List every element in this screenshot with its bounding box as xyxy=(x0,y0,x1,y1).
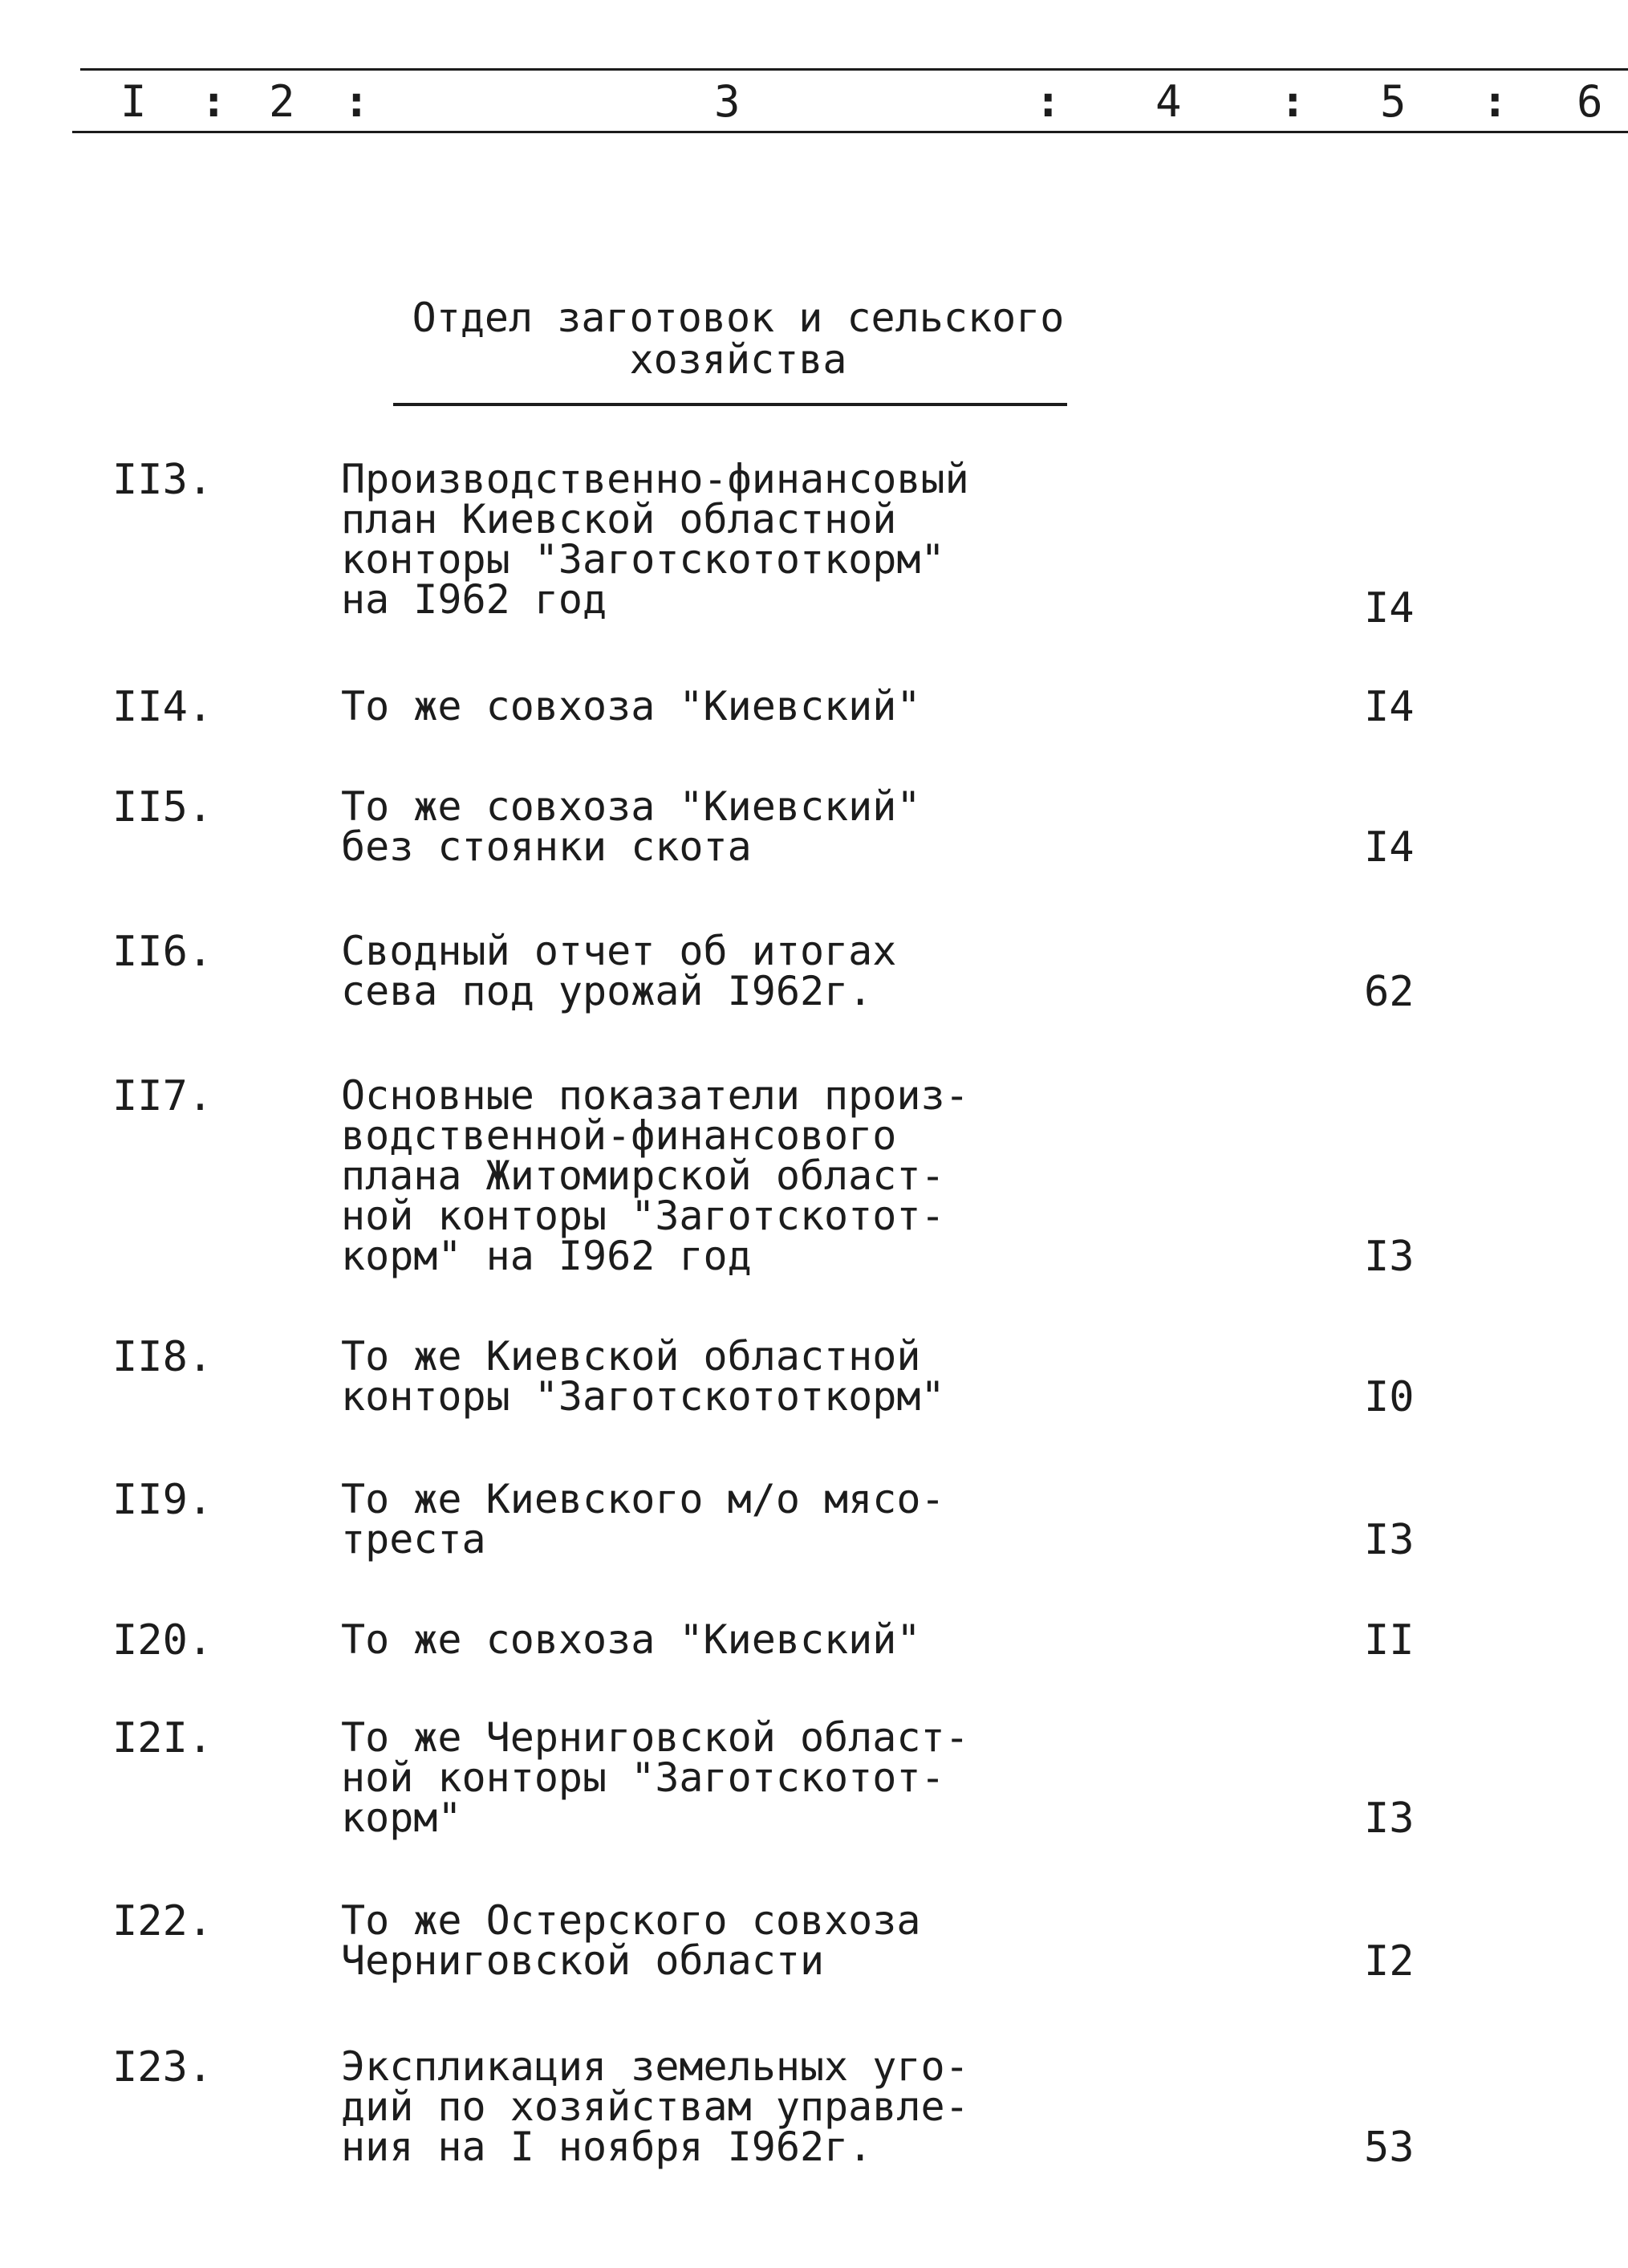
column-number-5: 5 xyxy=(1380,76,1407,127)
entry-sheet-count: I3 xyxy=(1364,1233,1415,1281)
entry-title: Сводный отчет об итогах сева под урожай I962г. xyxy=(341,928,897,1014)
entry-title: То же Киевского м/о мясо- треста xyxy=(341,1476,945,1563)
entry-title: То же совхоза "Киевский" xyxy=(341,683,921,730)
column-separator: : xyxy=(201,76,227,127)
column-number-2: 2 xyxy=(269,76,295,127)
entry-sheet-count: I2 xyxy=(1364,1937,1415,1986)
entry-title: То же Черниговской област- ной конторы "Заготскотот- корм" xyxy=(341,1714,969,1841)
column-separator: : xyxy=(1035,76,1062,127)
entry-title: Производственно-финансовый план Киевской областной конторы "Заготскототкорм" на I962 год xyxy=(341,456,969,623)
column-number-1: I xyxy=(120,76,147,127)
entry-number: I22. xyxy=(112,1897,213,1945)
header-bottom-rule xyxy=(72,131,1628,133)
entry-title: Основные показатели произ- водственной-финансового плана Житомирской област- ной конторы "Заготскотот- корм" на I962 год xyxy=(341,1072,969,1279)
column-number-4: 4 xyxy=(1155,76,1182,127)
entry-title: Экспликация земельных уго- дий по хозяйствам управле- ния на I ноября I962г. xyxy=(341,2043,969,2170)
entry-number: I2I. xyxy=(112,1714,213,1762)
entry-sheet-count: I4 xyxy=(1364,683,1415,731)
entry-sheet-count: I4 xyxy=(1364,584,1415,632)
entry-number: II7. xyxy=(112,1072,213,1120)
entry-title: То же совхоза "Киевский" xyxy=(341,1616,921,1663)
column-number-header xyxy=(72,68,1628,132)
entry-title: То же Остерского совхоза Черниговской области xyxy=(341,1897,921,1984)
entry-sheet-count: I4 xyxy=(1364,823,1415,872)
column-number-3: 3 xyxy=(714,76,741,127)
entry-sheet-count: II xyxy=(1364,1616,1415,1664)
column-separator: : xyxy=(1482,76,1508,127)
entry-number: II4. xyxy=(112,683,213,731)
entry-number: II3. xyxy=(112,456,213,504)
section-title-underline xyxy=(393,403,1067,406)
entry-sheet-count: I0 xyxy=(1364,1373,1415,1421)
entry-sheet-count: 53 xyxy=(1364,2124,1415,2172)
entry-title: То же совхоза "Киевский" без стоянки скота xyxy=(341,783,921,870)
section-title: Отдел заготовок и сельского хозяйства xyxy=(412,295,1065,383)
entry-number: II8. xyxy=(112,1333,213,1381)
column-separator: : xyxy=(1280,76,1306,127)
entry-number: II9. xyxy=(112,1476,213,1524)
entry-sheet-count: I3 xyxy=(1364,1516,1415,1564)
entry-number: II5. xyxy=(112,783,213,831)
entry-sheet-count: 62 xyxy=(1364,968,1415,1016)
entry-title: То же Киевской областной конторы "Заготскототкорм" xyxy=(341,1333,945,1420)
column-number-6: 6 xyxy=(1577,76,1603,127)
entry-sheet-count: I3 xyxy=(1364,1794,1415,1843)
entry-number: I20. xyxy=(112,1616,213,1664)
entry-number: II6. xyxy=(112,928,213,976)
header-top-rule xyxy=(80,68,1628,71)
column-separator: : xyxy=(343,76,370,127)
entry-number: I23. xyxy=(112,2043,213,2091)
